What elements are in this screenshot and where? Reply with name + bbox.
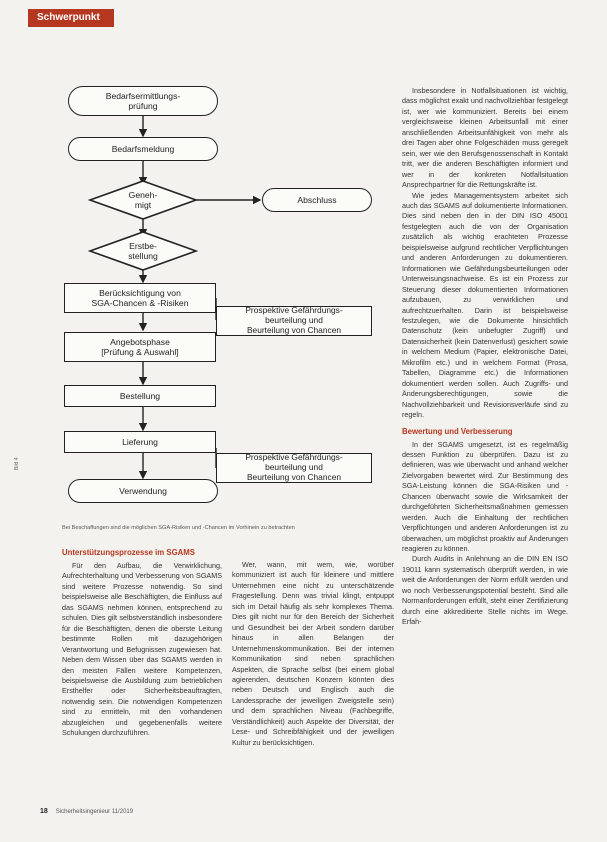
node-usage	[68, 479, 218, 503]
page-footer	[40, 808, 133, 815]
node-close-label: Abschluss	[297, 195, 337, 205]
figure-caption: Bei Beschaffungen sind die möglichen SGA-Risiken und -Chancen im Vorhinein zu betrachten	[62, 525, 295, 531]
node-demand-report-label: Bedarfsmeldung	[111, 144, 175, 154]
decision-approved-label: Geneh- migt	[128, 190, 158, 210]
section-tag: Schwerpunkt	[28, 9, 114, 27]
paragraph: In der SGAMS umgesetzt, ist es regelmäßig dessen Funktion zu überprüfen. Dazu ist zu definieren, was wie überwacht und anhand welcher Zielvorgaben bewertet wird. Zur Bestimmung des SGA-Leistung können die SGA-Risiken und -Chancen überwacht sowie die Wirksamkeit der durchgeführten Sicherheitsmaßnahmen gemessen werden. Auch die Einhaltung der rechtlichen Verpflichtungen und anderen Anforderungen ist zu überwachen, um möglichst proaktiv auf Änderungen reagieren zu können.	[402, 439, 568, 554]
node-risk-assessment-2-label: Prospektive Gefährdungs- beurteilung und Beurteilung von Chancen	[245, 452, 343, 482]
node-order-label: Bestellung	[119, 391, 161, 401]
node-risk-assessment-1-label: Prospektive Gefährdungs- beurteilung und Beurteilung von Chancen	[245, 305, 343, 335]
paragraph: Durch Audits in Anlehnung an die DIN EN ISO 19011 kann systematisch überprüft werden, in wie weit die Anforderungen der Norm erfüllt werden und wo noch Verbesserungspotential besteht. Sind alle Normanforderungen erfüllt, steht einer Zertifizierung durch eine akkreditierte Stelle nichts im Wege. Erfah-	[402, 554, 568, 627]
page-number: 18	[40, 808, 48, 815]
heading-support-processes: Unterstützungsprozesse im SGAMS	[62, 548, 196, 557]
decision-first-order-label: Erstbe- stellung	[128, 241, 158, 261]
column-middle	[232, 560, 394, 748]
paragraph: Insbesondere in Notfallsituationen ist wichtig, dass möglichst exakt und nachvollziehbar festgelegt ist, wer wie kommuniziert. Bereits bei einem vergleichsweise kleinen Arbeitsunfall mit einer anschließenden Arbeitsunfähigkeit von mehr als drei Tagen aber ohne Folgeschäden muss geregelt sein, wer wie den Berufsgenossenschaft in Kontakt tritt, wer die anderen Beschäftigten informiert und wer in der konkreten Notfallsituation Ansprechpartner für die Rettungskräfte ist.	[402, 86, 568, 190]
heading-evaluation: Bewertung und Verbesserung	[402, 426, 513, 436]
node-close	[262, 188, 372, 212]
paragraph: Wie jedes Managementsystem arbeitet sich auch das SGAMS auf dokumentierte Informationen. Dies sind neben den in der DIN ISO 45001 festgelegten auch die von der Organisation zusätzlich als wichtig erachteten Prozesse beispielsweise aufgrund rechtlicher Verpflichtungen und anderen Anforderungen zu dokumentieren. Informationen wie Gefährdungsbeurteilungen oder Unterweisungsnachweise. Es ist ein Prozess zur Steuerung dieser dokumentierten Informationen aufzubauen, zu verwirklichen und aufrechtzuerhalten. Darin ist beispielsweise festzulegen, wie die Dokumente hinsichtlich Datenschutz (kein unbefugter Zugriff) und Datensicherheit (kein Datenverlust) gesichert sowie in welchem Medium (Papier, elektronische Datei, Mikrofilm etc.) und in welchem Format (Prosa, Tabellen, Diagramme etc.) die Informationen dokumentiert werden sollen. Auch Zugriffs- und Änderungsberechtigungen, sowie die Nachvollziehbarkeit und Revisionsverläufe sind zu regeln.	[402, 190, 568, 420]
node-needs-assessment-label: Bedarfsermittlungs- prüfung	[105, 91, 181, 111]
paragraph: Für den Aufbau, die Verwirklichung, Aufrechterhaltung und Verbesserung von SGAMS sind weitere Prozesse notwendig. So sind beispielsweise alle Beschäftigten, die Einfluss auf das SGAMS nehmen können, entsprechend zu schulen. Dies gilt selbstverständlich insbesondere für die Beschäftigten, denen die oberste Leitung bestimmte Rollen mit dazugehörigen Verantwortung und Befugnissen zugewiesen hat. Neben dem Wissen über das SGAMS werden in den meisten Fällen weitere Kompetenzen, beispielsweise die Ausbildung zum betrieblichen Ersthelfer oder Sicherheitsbeauftragten, notwendig sein. Die notwendigen Kompetenzen sind zu ermitteln, mit den vorhandenen abzugleichen und gegebenenfalls weitere Schulungen durchzuführen.	[62, 561, 222, 738]
node-offer-phase-label: Angebotsphase [Prüfung & Auswahl]	[101, 337, 179, 357]
paragraph: Wer, wann, mit wem, wie, worüber kommuniziert ist auch für kleinere und mittlere Unternehmen eine nicht zu unterschätzende Fragestellung. Denn was trivial klingt, entpuppt sich im Detail häufig als sehr komplexes Thema. Dies gilt nicht nur für den Bereich der Sicherheit und Gesundheit bei der Arbeit sondern darüber hinaus in allen Belangen der Unternehmenskommunikation. Bei der internen Kommunikation sind neben sprachlichen Aspekten, die Sprache selbst (bei einem global agierenden, deutschen Konzern könnten dies neben Deutsch und Englisch auch die Landessprache der jeweiligen Zweigstelle sein) und dem sprachlichen Niveau (Fachbegriffe, Verständlichkeit) auch Aspekte der Diversität, der Lese- und Schreibfähigkeit und der jeweiligen Kultur zu berücksichtigen.	[232, 560, 394, 747]
figure-number: Bild 4	[14, 457, 20, 470]
node-demand-report	[68, 137, 218, 161]
column-right	[402, 86, 568, 628]
node-risk-assessment-2	[216, 453, 372, 483]
node-order	[64, 385, 216, 407]
node-offer-phase	[64, 332, 216, 362]
node-risk-assessment-1	[216, 306, 372, 336]
node-delivery	[64, 431, 216, 453]
node-consider-risks	[64, 283, 216, 313]
journal-name: Sicherheitsingenieur 11/2019	[55, 809, 134, 815]
column-left	[62, 548, 222, 739]
process-flowchart	[28, 70, 408, 520]
node-needs-assessment	[68, 86, 218, 116]
node-delivery-label: Lieferung	[122, 437, 158, 447]
node-consider-risks-label: Berücksichtigung von SGA-Chancen & -Risiken	[91, 288, 189, 308]
node-usage-label: Verwendung	[119, 486, 167, 496]
